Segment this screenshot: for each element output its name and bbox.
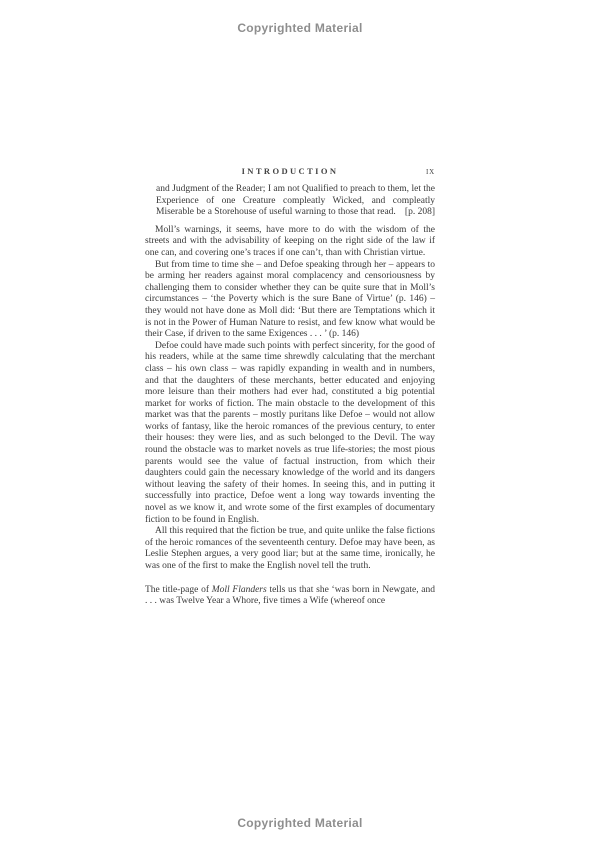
body-paragraph-1: Moll’s warnings, it seems, have more to do with the wisdom of the streets and with the advisability of keeping on the right side of the law if one can, and covering one’s traces if one can’t, than with Christian virtue. [145,224,435,258]
running-head-title: INTRODUCTION [241,166,339,176]
final-paragraph-pre: The title-page of [145,584,212,595]
body-paragraph-2: But from time to time she – and Defoe speaking through her – appears to be arming her readers against moral complacency and censoriousness by challenging them to consider whether they can be quite sure that in Moll’s circumstances – ‘the Poverty which is the sure Bane of Virtue’ (p. 146) – they would not have done as Moll did: ‘But there are Temptations which it is not in the Power of Human Nature to resist, and few know what would be their Case, if driven to the same Exigences . . . ’ (p. 146) [145,259,435,340]
body-paragraph-3: Defoe could have made such points with perfect sincerity, for the good of his readers, while at the same time shrewdly calculating that the merchant class – his own class – was rapidly expanding in wealth and in numbers, and that the daughters of these merchants, better educated and enjoying more leisure than their mothers had ever had, constituted a big potential market for works of fiction. The main obstacle to the development of this market was that the parents – mostly puritans like Defoe – would not allow works of fantasy, like the heroic romances of the previous century, to enter their houses: they were lies, and as such belonged to the Devil. The way round the obstacle was to market novels as true life-stories; the most pious parents would see the value of factual instruction, from which their daughters could gain the necessary knowledge of the world and its dangers without leaving the safety of their homes. In seeing this, and in putting it successfully into practice, Defoe went a long way towards inventing the novel as we know it, and wrote some of the first examples of documentary fiction to be found in English. [145,340,435,525]
copyright-banner-bottom: Copyrighted Material [237,816,363,830]
page-header [145,166,435,178]
copyright-banner-top: Copyrighted Material [237,21,363,35]
final-paragraph-post: tells us that she ‘was born in Newgate, and . . . was Twelve Year a Whore, five times a Wife (whereof once [145,584,436,607]
book-page [145,166,435,608]
page-number: ix [426,166,435,177]
body-paragraph-4: All this required that the fiction be true, and quite unlike the false fictions of the heroic romances of the seventeenth century. Defoe may have been, as Leslie Stephen argues, a very good liar; but at the same time, ironically, he was one of the first to make the English novel tell the truth. [145,526,435,571]
block-quote [156,184,435,219]
block-quote-text: and Judgment of the Reader; I am not Qualified to preach to them, let the Experience of one Creature compleatly Wicked, and compleatly Miserable be a Storehouse of useful warning to those that read. [156,184,435,218]
body-paragraph-final [145,585,435,608]
book-title-italic: Moll Flanders [211,584,267,595]
quote-citation: [p. 208] [404,207,435,218]
